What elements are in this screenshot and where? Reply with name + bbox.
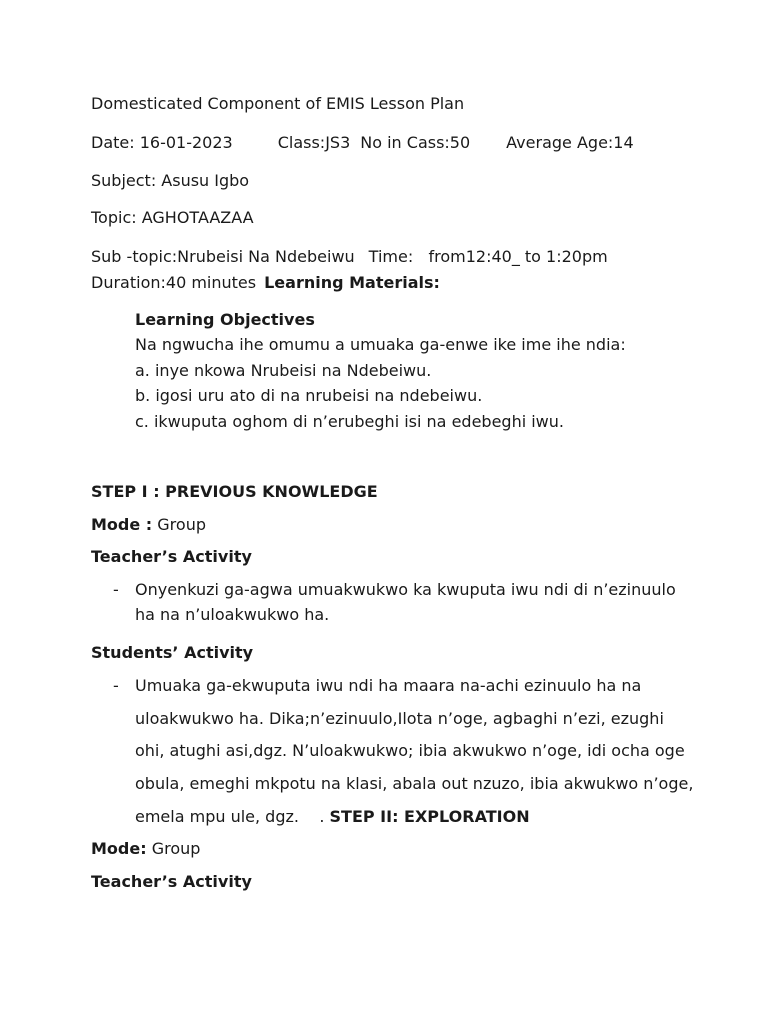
teacher-activity-heading: Teacher’s Activity xyxy=(91,547,252,566)
subject-text: Subject: Asusu Igbo xyxy=(91,171,250,190)
objective-item: c. ikwuputa oghom di n’erubeghi isi na edebeghi iwu. xyxy=(135,412,564,431)
mode-label: Mode: xyxy=(91,839,147,858)
subtopic-row xyxy=(91,247,608,267)
duration-text: Duration:40 minutes xyxy=(91,273,257,292)
time-text: Time: from12:40_ to 1:20pm xyxy=(368,247,608,266)
mode-value: Group xyxy=(152,515,206,534)
students-activity-last-row xyxy=(135,807,530,827)
students-activity-line: emela mpu ule, dgz. . xyxy=(135,807,330,826)
date-text: Date: 16-01-2023 xyxy=(91,133,233,152)
duration-row xyxy=(91,273,440,293)
students-activity-line: uloakwukwo ha. Dika;n’ezinuulo,Ilota n’oge, agbaghi n’ezi, ezughi xyxy=(135,709,664,728)
no-in-class-text: No in Cass:50 xyxy=(360,133,471,152)
students-activity-line: Umuaka ga-ekwuputa iwu ndi ha maara na-achi ezinuulo ha na xyxy=(135,676,642,695)
date-class-row xyxy=(91,133,634,153)
students-activity-line: ohi, atughi asi,dgz. N’uloakwukwo; ibia akwukwo n’oge, idi ocha oge xyxy=(135,741,685,760)
document-title: Domesticated Component of EMIS Lesson Plan xyxy=(91,94,465,113)
class-text: Class:JS3 xyxy=(277,133,351,152)
students-activity-line: obula, emeghi mkpotu na klasi, abala out nzuzo, ibia akwukwo n’oge, xyxy=(135,774,694,793)
bullet-dash: - xyxy=(113,676,119,695)
teacher-activity-line: Onyenkuzi ga-agwa umuakwukwo ka kwuputa iwu ndi di n’ezinuulo xyxy=(135,580,676,599)
teacher-activity-heading: Teacher’s Activity xyxy=(91,872,252,891)
step2-mode-row xyxy=(91,839,200,859)
objective-item: b. igosi uru ato di na nrubeisi na ndebeiwu. xyxy=(135,386,483,405)
students-activity-heading: Students’ Activity xyxy=(91,643,254,662)
mode-label: Mode : xyxy=(91,515,153,534)
bullet-dash: - xyxy=(113,580,119,599)
objective-item: a. inye nkowa Nrubeisi na Ndebeiwu. xyxy=(135,361,432,380)
average-age-text: Average Age:14 xyxy=(506,133,634,152)
subtopic-text: Sub -topic:Nrubeisi Na Ndebeiwu xyxy=(91,247,355,266)
step1-heading: STEP I : PREVIOUS KNOWLEDGE xyxy=(91,482,378,501)
objectives-intro: Na ngwucha ihe omumu a umuaka ga-enwe ike ime ihe ndia: xyxy=(135,335,626,354)
topic-text: Topic: AGHOTAAZAA xyxy=(91,208,254,227)
step2-heading: STEP II: EXPLORATION xyxy=(329,807,530,826)
mode-value: Group xyxy=(146,839,201,858)
learning-objectives-heading: Learning Objectives xyxy=(135,310,315,329)
teacher-activity-line: ha na n’uloakwukwo ha. xyxy=(135,605,330,624)
step1-mode-row xyxy=(91,515,206,535)
learning-materials-label: Learning Materials: xyxy=(264,273,440,292)
